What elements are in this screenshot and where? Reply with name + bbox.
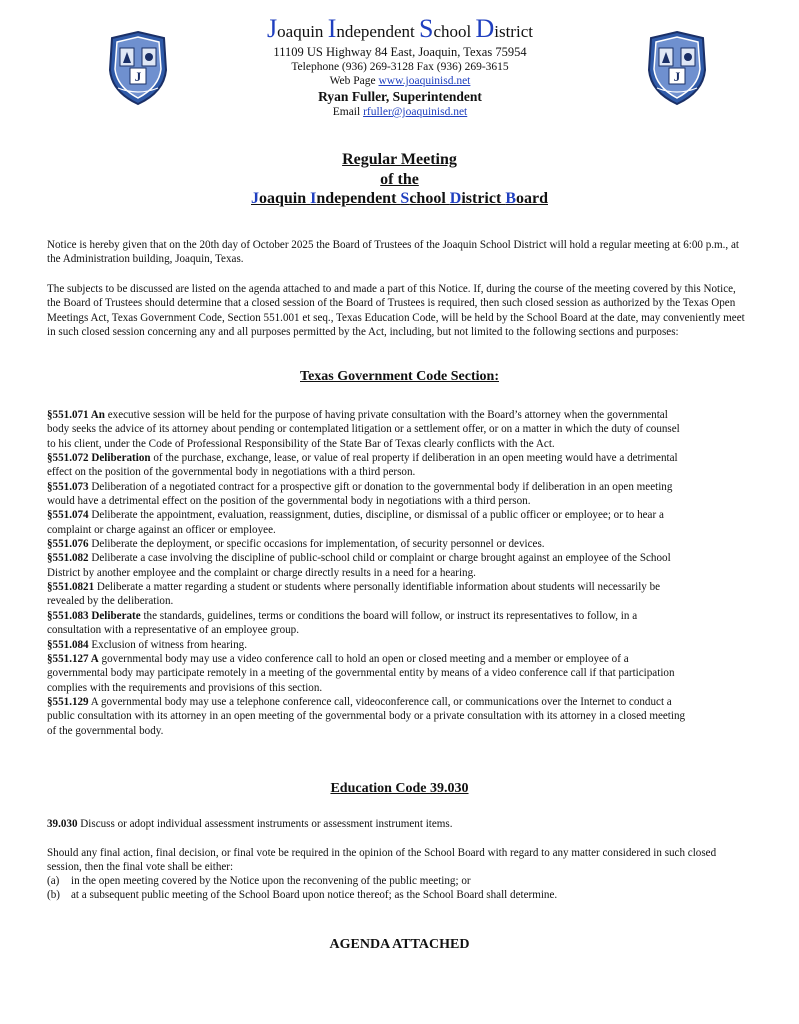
list-item: §551.082 Deliberate a case involving the discipline of public-school child or complaint or charge brought against an employee of the School District by another employee and the complaint or charge directly results in a need for a hearing. (47, 552, 671, 579)
notice-paragraph: Notice is hereby given that on the 20th day of October 2025 the Board of Trustees of the Joaquin School District will hold a regular meeting at 6:00 p.m., at the Administration building, Joaquin, Texas. (47, 239, 739, 266)
meeting-title-line3: Joaquin Independent School District Board (251, 190, 548, 207)
list-item: §551.073 Deliberation of a negotiated contract for a prospective gift or donation to the governmental body if deliberation in an open meeting would have a detrimental effect on the position of the governmental body in negotiations with a third person. (47, 480, 673, 508)
agenda-attached-label: AGENDA ATTACHED (329, 937, 470, 952)
option-b: (b) at a subsequent public meeting of the School Board upon notice thereof; as the School Board shall determine. (47, 889, 558, 901)
list-item: §551.084 Exclusion of witness from hearing. (47, 638, 247, 651)
final-action-paragraph: Should any final action, final decision, or final vote be required in the opinion of the School Board with regard to any matter considered in such closed session, then the final vote shall be either: (47, 847, 717, 874)
gov-code-list (47, 408, 687, 738)
list-item: §551.129 A governmental body may use a telephone conference call, videoconference call, or communications over the Internet to conduct a public consultation with its attorney in an open meeting of the governmental body or a private consultation with its attorney in a closed meeting of the governmental body. (47, 695, 686, 737)
letterhead (200, 14, 600, 119)
list-item: §551.076 Deliberate the deployment, or specific occasions for implementation, of security personnel or devices. (47, 538, 545, 551)
list-item: §551.127 A governmental body may use a video conference call to hold an open or closed meeting and a member or employee of a governmental body may participate remotely in a meeting of the governmental entity by means of a video conference call if that participation complies with the requirements and provisions of this section. (47, 652, 675, 694)
meeting-title-line2: of the (380, 170, 419, 188)
district-crest-icon (645, 30, 709, 106)
subjects-paragraph: The subjects to be discussed are listed on the agenda attached to and made a part of this Notice. If, during the course of the meeting covered by this Notice, the Board of Trustees should determine that a closed session of the Board of Trustees is required, then such closed session as authorized by the Texas Open Meetings Act, Texas Government Code, Section 551.001 et seq., Texas Education Code, will be held by the School Board at the date, may conveniently meet in such closed session concerning any and all purposes permitted by the Act, including, but not limited to the following sections and purposes: (47, 283, 745, 338)
gov-code-heading: Texas Government Code Section: (300, 369, 499, 384)
meeting-title-line1: Regular Meeting (342, 151, 457, 168)
district-crest-icon (106, 30, 170, 106)
district-phone-fax: Telephone (936) 269-3128 Fax (936) 269-3615 (291, 61, 509, 73)
list-item: §551.083 Deliberate the standards, guidelines, terms or conditions the board will follow, or instruct its representatives to follow, in a consultation with a representative of an employee group. (47, 609, 638, 637)
list-item: §551.0821 Deliberate a matter regarding a student or students where personally identifiable information about students will necessarily be revealed by the deliberation. (47, 581, 661, 608)
list-item: §551.071 An executive session will be held for the purpose of having private consultation with the Board’s attorney when the governmental body seeks the advice of its attorney about pending or contemplated litigation or a settlement offer, or on a matter in which the duty of counsel to his client, under the Code of Professional Responsibility of the State Bar of Texas clearly conflicts with the Act. (47, 409, 680, 450)
list-item: §551.072 Deliberation of the purchase, exchange, lease, or value of real property if deliberation in an open meeting would have a detrimental effect on the position of the governmental body in negotiations with a third person. (47, 452, 678, 479)
superintendent-name: Ryan Fuller, Superintendent (318, 89, 482, 104)
district-website: Web Page www.joaquinisd.net (329, 75, 471, 87)
option-a: (a) in the open meeting covered by the Notice upon the reconvening of the public meeting; or (47, 875, 471, 887)
website-link[interactable]: www.joaquinisd.net (378, 75, 471, 87)
meeting-title (0, 150, 799, 209)
edu-code-heading: Education Code 39.030 (330, 781, 469, 796)
district-address: 11109 US Highway 84 East, Joaquin, Texas 75954 (273, 45, 527, 59)
superintendent-email: Email rfuller@joaquinisd.net (332, 106, 468, 118)
crest-letter: J (673, 69, 681, 84)
crest-letter: J (134, 69, 142, 84)
edu-code-item: 39.030 Discuss or adopt individual assessment instruments or assessment instrument items. (47, 818, 453, 830)
district-name: Joaquin Independent School District (267, 14, 533, 43)
email-link[interactable]: rfuller@joaquinisd.net (363, 106, 468, 118)
list-item: §551.074 Deliberate the appointment, evaluation, reassignment, duties, discipline, or dismissal of a public officer or employee; or to hear a complaint or charge against an officer or employee. (47, 509, 664, 536)
